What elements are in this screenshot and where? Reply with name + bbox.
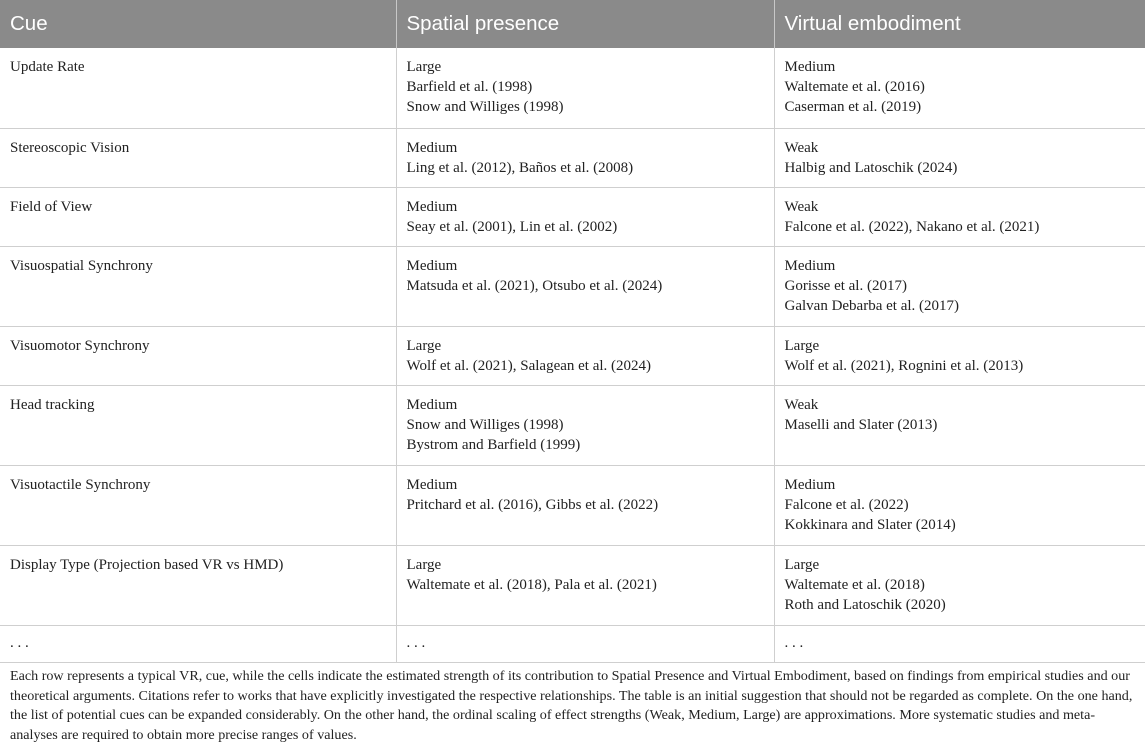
cue-label: Visuospatial Synchrony	[10, 257, 153, 274]
strength-label: Large	[406, 59, 442, 75]
citation: Snow and Williges (1998)	[406, 416, 564, 433]
table-row	[0, 545, 1145, 625]
citation: Seay et al. (2001), Lin et al. (2002)	[406, 218, 618, 235]
embodiment-cell	[774, 187, 1145, 246]
table-header-row	[0, 0, 1145, 48]
strength-label: Large	[406, 337, 442, 354]
ellipsis: . . .	[406, 634, 426, 651]
spatial-cell	[396, 326, 774, 385]
strength-label: Medium	[406, 257, 458, 274]
cue-cell	[0, 187, 396, 246]
citation: Falcone et al. (2022)	[784, 496, 909, 513]
cue-label: Stereoscopic Vision	[10, 139, 130, 156]
strength-label: Weak	[784, 139, 819, 156]
citation: Falcone et al. (2022), Nakano et al. (2021)	[784, 218, 1040, 235]
citation: Roth and Latoschik (2020)	[784, 596, 946, 613]
strength-label: Medium	[406, 476, 458, 493]
embodiment-cell	[774, 465, 1145, 545]
embodiment-cell	[774, 48, 1145, 128]
ellipsis: . . .	[10, 634, 29, 651]
embodiment-cell	[774, 385, 1145, 465]
table-row	[0, 625, 1145, 662]
spatial-cell	[396, 187, 774, 246]
embodiment-cell	[774, 128, 1145, 187]
citation: Waltemate et al. (2016)	[784, 79, 925, 95]
citation: Maselli and Slater (2013)	[784, 416, 938, 433]
citation: Bystrom and Barfield (1999)	[406, 436, 581, 453]
cue-cell	[0, 385, 396, 465]
ellipsis: . . .	[784, 634, 804, 651]
cue-cell	[0, 246, 396, 326]
citation: Gorisse et al. (2017)	[784, 277, 907, 294]
cue-cell	[0, 326, 396, 385]
embodiment-cell	[774, 545, 1145, 625]
citation: Barfield et al. (1998)	[406, 79, 533, 95]
cue-label: Head tracking	[10, 396, 95, 413]
strength-label: Weak	[784, 396, 819, 413]
cue-label: Field of View	[10, 198, 93, 215]
citation: Snow and Williges (1998)	[406, 99, 564, 115]
citation: Caserman et al. (2019)	[784, 99, 922, 115]
citation: Galvan Debarba et al. (2017)	[784, 297, 960, 314]
citation: Pritchard et al. (2016), Gibbs et al. (2022)	[406, 496, 659, 513]
citation: Ling et al. (2012), Baños et al. (2008)	[406, 159, 634, 176]
spatial-cell	[396, 625, 774, 662]
table-footnote: Each row represents a typical VR, cue, while the cells indicate the estimated strength of its contribution to Spatial Presence and Virtual Embodiment, based on findings from empirical studies and our theoretical arguments. Citations refer to works that have explicitly investigated the respective relationships. The table is an initial suggestion that should not be regarded as complete. On the one hand, the list of potential cues can be expanded considerably. On the other hand, the ordinal scaling of effect strengths (Weak, Medium, Large) are approximations. More systematic studies and meta-analyses are required to obtain more precise ranges of values.	[10, 668, 1133, 743]
spatial-cell	[396, 246, 774, 326]
cue-cell	[0, 128, 396, 187]
table-row	[0, 128, 1145, 187]
cue-label: Display Type (Projection based VR vs HMD)	[10, 556, 284, 573]
strength-label: Medium	[406, 396, 458, 413]
strength-label: Medium	[406, 139, 458, 156]
citation: Waltemate et al. (2018), Pala et al. (2021)	[406, 576, 657, 593]
spatial-cell	[396, 465, 774, 545]
embodiment-cell	[774, 246, 1145, 326]
strength-label: Large	[784, 556, 820, 573]
spatial-cell	[396, 48, 774, 128]
table-row	[0, 465, 1145, 545]
strength-label: Large	[784, 337, 820, 354]
header-virtual-embodiment: Virtual embodiment	[774, 0, 1145, 48]
citation: Waltemate et al. (2018)	[784, 576, 925, 593]
cue-cell	[0, 465, 396, 545]
strength-label: Medium	[784, 257, 836, 274]
table-row	[0, 187, 1145, 246]
strength-label: Medium	[784, 476, 836, 493]
strength-label: Medium	[784, 59, 836, 75]
citation: Wolf et al. (2021), Rognini et al. (2013)	[784, 357, 1024, 374]
cue-label: Update Rate	[10, 59, 85, 75]
citation: Matsuda et al. (2021), Otsubo et al. (2024)	[406, 277, 663, 294]
spatial-cell	[396, 385, 774, 465]
strength-label: Large	[406, 556, 442, 573]
citation: Wolf et al. (2021), Salagean et al. (2024)	[406, 357, 652, 374]
cue-cell	[0, 48, 396, 128]
embodiment-cell	[774, 326, 1145, 385]
cue-label: Visuotactile Synchrony	[10, 476, 151, 493]
header-spatial-presence: Spatial presence	[396, 0, 774, 48]
strength-label: Medium	[406, 198, 458, 215]
table-row	[0, 385, 1145, 465]
cue-label: Visuomotor Synchrony	[10, 337, 150, 354]
embodiment-cell	[774, 625, 1145, 662]
cue-cell	[0, 545, 396, 625]
cue-cell	[0, 625, 396, 662]
spatial-cell	[396, 128, 774, 187]
header-cue: Cue	[0, 0, 396, 48]
spatial-cell	[396, 545, 774, 625]
strength-label: Weak	[784, 198, 819, 215]
table-row	[0, 48, 1145, 128]
citation: Kokkinara and Slater (2014)	[784, 516, 956, 533]
citation: Halbig and Latoschik (2024)	[784, 159, 958, 176]
table-row	[0, 246, 1145, 326]
table-row	[0, 326, 1145, 385]
